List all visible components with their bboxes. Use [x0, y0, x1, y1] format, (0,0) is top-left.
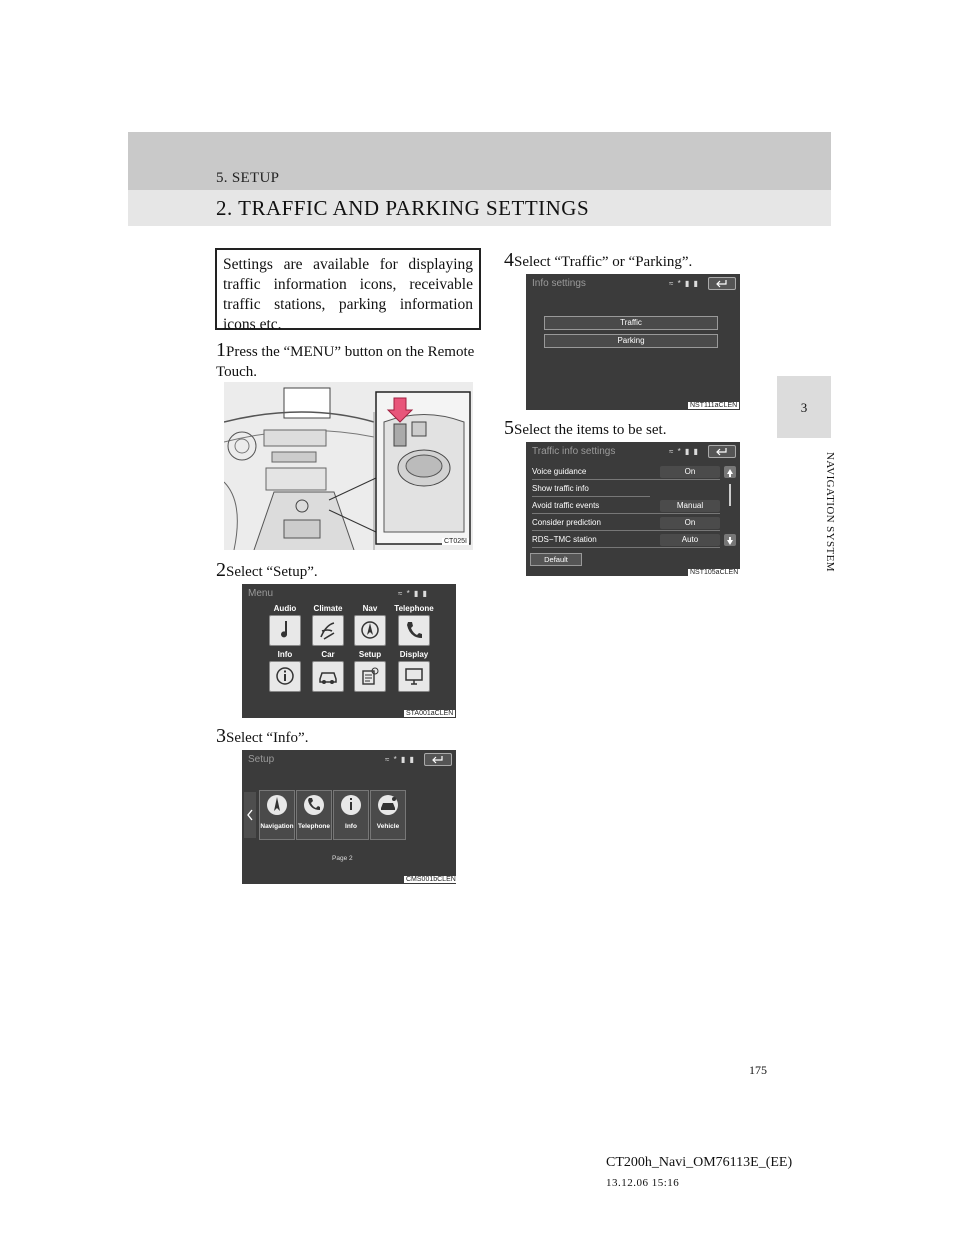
setup-item-label: Navigation: [260, 823, 294, 830]
step-text: Select the items to be set.: [514, 422, 667, 438]
menu-label-car: Car: [321, 650, 335, 659]
step-number: 5: [504, 417, 514, 439]
row-value: Auto: [660, 534, 720, 546]
figure-menu-screen: [242, 584, 456, 718]
screen-title: Info settings: [532, 278, 586, 289]
rds-tmc-station-row[interactable]: [532, 533, 720, 548]
arrow-down-icon: [724, 535, 736, 547]
row-value: On: [660, 466, 720, 478]
back-arrow-icon: [715, 279, 729, 288]
display-button[interactable]: [398, 661, 430, 692]
nav-button[interactable]: [354, 615, 386, 646]
row-label: Voice guidance: [532, 467, 587, 476]
info-icon: [334, 791, 368, 821]
figure-code: NST105aCLEN: [690, 569, 739, 576]
intro-box: Settings are available for displaying traffic information icons, receivable traffic stations, parking information icons etc.: [215, 248, 481, 330]
step-1: [216, 340, 481, 382]
row-label: Consider prediction: [532, 518, 601, 527]
setup-item-label: Telephone: [297, 823, 331, 830]
scrollbar-thumb[interactable]: [729, 484, 731, 506]
menu-label-info: Info: [277, 650, 293, 659]
default-button[interactable]: Default: [530, 553, 582, 566]
scroll-up-button[interactable]: [724, 466, 736, 478]
menu-label-audio: Audio: [273, 604, 297, 613]
audio-button[interactable]: [269, 615, 301, 646]
info-button[interactable]: [333, 790, 369, 840]
section-label: 5. SETUP: [216, 170, 280, 186]
menu-label-setup: Setup: [358, 650, 382, 659]
step-4: [504, 250, 769, 272]
music-note-icon: [275, 619, 295, 641]
setup-item-label: Info: [345, 823, 357, 830]
back-button[interactable]: [708, 445, 736, 458]
page-indicator: Page 2: [332, 855, 353, 862]
step-number: 2: [216, 559, 226, 581]
menu-label-telephone: Telephone: [394, 604, 434, 613]
step-3: [216, 726, 481, 748]
car-button[interactable]: [312, 661, 344, 692]
vehicle-button[interactable]: [370, 790, 406, 840]
compass-icon: [360, 619, 380, 641]
back-button[interactable]: [708, 277, 736, 290]
figure-code: CMS001bCLEN: [406, 876, 456, 883]
menu-label-climate: Climate: [313, 604, 343, 613]
compass-icon: [260, 791, 294, 821]
step-text: Press the “MENU” button on the Remote Touch.: [216, 344, 475, 380]
setup-button[interactable]: [354, 661, 386, 692]
telephone-button[interactable]: [296, 790, 332, 840]
step-2: [216, 560, 481, 582]
page-left-button[interactable]: [244, 792, 256, 838]
scroll-down-button[interactable]: [724, 534, 736, 546]
step-number: 1: [216, 339, 226, 361]
phone-icon: [404, 619, 424, 641]
vehicle-settings-icon: [371, 791, 405, 821]
figure-remote-touch: [224, 382, 473, 550]
traffic-button[interactable]: Traffic: [544, 316, 718, 330]
status-icons: ≈ * ▮ ▮: [398, 589, 428, 598]
figure-code: CT025I: [444, 538, 467, 545]
chapter-label: NAVIGATION SYSTEM: [824, 452, 836, 572]
step-text: Select “Traffic” or “Parking”.: [514, 254, 693, 270]
screen-title: Menu: [248, 588, 274, 599]
row-value: Manual: [660, 500, 720, 512]
figure-traffic-info-settings-screen: [526, 442, 740, 576]
row-label: RDS−TMC station: [532, 535, 597, 544]
show-traffic-info-row[interactable]: [532, 482, 650, 497]
back-arrow-icon: [715, 447, 729, 456]
info-icon: [275, 665, 295, 687]
step-5: [504, 418, 769, 440]
step-number: 4: [504, 249, 514, 271]
setup-icon: [360, 665, 380, 687]
chevron-left-icon: [244, 792, 256, 838]
consider-prediction-row[interactable]: [532, 516, 720, 531]
row-value: On: [660, 517, 720, 529]
phone-icon: [297, 791, 331, 821]
telephone-button[interactable]: [398, 615, 430, 646]
footer-date: 13.12.06 15:16: [606, 1177, 680, 1189]
car-interior-illustration: [224, 382, 473, 550]
back-button[interactable]: [424, 753, 452, 766]
arrow-up-icon: [724, 467, 736, 479]
info-button[interactable]: [269, 661, 301, 692]
chapter-number: 3: [800, 400, 808, 415]
car-icon: [318, 665, 338, 687]
row-label: Avoid traffic events: [532, 501, 600, 510]
screen-title: Setup: [248, 754, 275, 765]
back-arrow-icon: [431, 755, 445, 764]
menu-label-display: Display: [399, 650, 429, 659]
navigation-button[interactable]: [259, 790, 295, 840]
step-text: Select “Info”.: [226, 730, 309, 746]
status-icons: ≈ * ▮ ▮: [385, 755, 415, 764]
menu-label-nav: Nav: [362, 604, 378, 613]
status-icons: ≈ * ▮ ▮: [669, 279, 699, 288]
climate-button[interactable]: [312, 615, 344, 646]
climate-icon: [318, 619, 338, 641]
avoid-traffic-events-row[interactable]: [532, 499, 720, 514]
figure-setup-screen: [242, 750, 456, 884]
screen-title: Traffic info settings: [532, 446, 616, 457]
row-label: Show traffic info: [532, 484, 589, 493]
setup-item-label: Vehicle: [376, 823, 400, 830]
step-text: Select “Setup”.: [226, 564, 318, 580]
voice-guidance-row[interactable]: [532, 465, 720, 480]
step-number: 3: [216, 725, 226, 747]
figure-code: STA001aCLEN: [406, 710, 454, 717]
page-number: 175: [749, 1063, 767, 1077]
figure-code: NST111aCLEN: [690, 402, 738, 409]
page-title: 2. TRAFFIC AND PARKING SETTINGS: [216, 196, 590, 220]
footer-document-id: CT200h_Navi_OM76113E_(EE): [606, 1155, 793, 1170]
parking-button[interactable]: Parking: [544, 334, 718, 348]
status-icons: ≈ * ▮ ▮: [669, 447, 699, 456]
figure-info-settings-screen: [526, 274, 740, 410]
monitor-icon: [404, 665, 424, 687]
